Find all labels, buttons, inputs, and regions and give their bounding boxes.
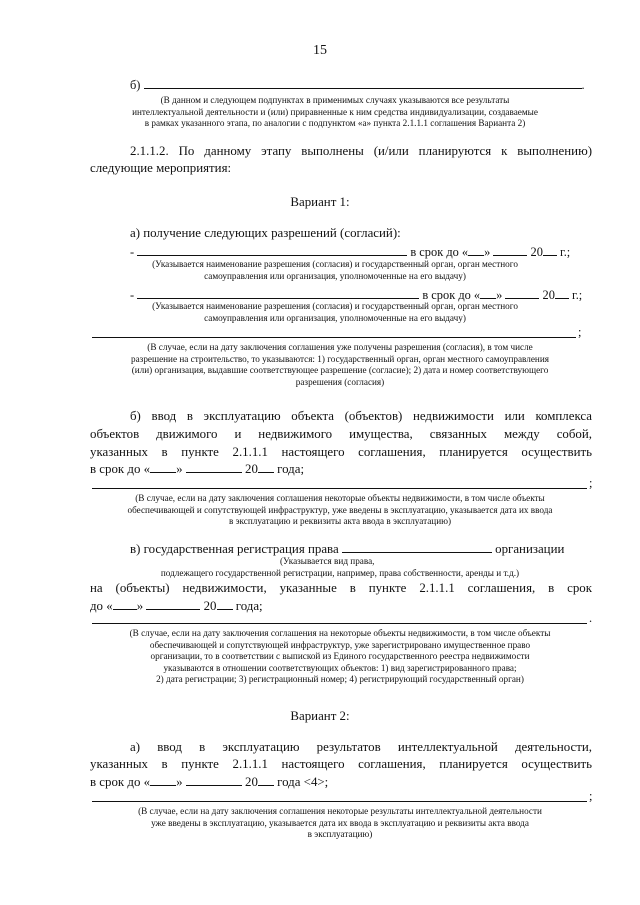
v1b-date-line (90, 461, 304, 476)
v2a-date-line (90, 774, 328, 789)
year-suffix: года; (277, 462, 305, 476)
quote-close: » (136, 599, 144, 613)
year-prefix: 20 (245, 462, 258, 476)
note-line: (Указывается наименование разрешения (согласия) и государственный орган, орган местного (152, 301, 518, 311)
quote-close: » (176, 775, 183, 789)
note-line: в рамках указанного этапа, по аналогии с подпунктом «а» пункта 2.1.1.1 соглашения Варианта 2) (144, 118, 526, 129)
v1b-blank-rule (92, 488, 587, 489)
v1a-semicolon: ; (578, 325, 582, 339)
year-blank (217, 598, 233, 610)
registration-label: в) государственная регистрация права (130, 542, 339, 556)
note-line: указываются в отношении соответствующих объектов: 1) вид зарегистрированного права; (163, 662, 517, 673)
day-blank (150, 461, 176, 473)
note-line: (В случае, если на дату заключения соглашения некоторые результаты интеллектуальной деятельности (138, 806, 542, 816)
year-blank (555, 287, 569, 299)
note-line: самоуправления или организация, уполномоченные на его выдачу) (204, 270, 466, 281)
quote-close: » (496, 288, 503, 302)
year-blank (258, 774, 274, 786)
v2a-blank-rule (92, 801, 587, 802)
para-2-1-1-2-line2: следующие мероприятия: (90, 161, 232, 175)
note-line: разрешения (согласия) (295, 376, 385, 387)
year-suffix: г.; (572, 288, 583, 302)
quote-close: » (484, 245, 491, 259)
item-b-end: . (581, 78, 585, 92)
v1a-line1 (130, 244, 570, 259)
permission-blank-2 (137, 287, 419, 299)
note-line: самоуправления или организация, уполномоченные на его выдачу) (204, 312, 466, 323)
day-blank (468, 244, 484, 256)
v2a-semicolon: ; (589, 789, 593, 803)
item-b-blank (144, 77, 582, 89)
v1c-note2 (80, 628, 600, 686)
v2a-line2: указанных в пункте 2.1.1.1 настоящего соглашения, планируется осуществить (90, 757, 592, 771)
note-line: в эксплуатацию и реквизиты акта ввода в эксплуатацию) (228, 516, 452, 527)
note-line: обеспечивающей и сопутствующей инфраструктур, уже зарегистрировано имущественное право (149, 639, 531, 650)
note-line: (Указывается вид права, (280, 556, 375, 566)
v1b-line3: указанных в пункте 2.1.1.1 настоящего соглашения, планируется осуществить (90, 445, 592, 459)
deadline-label: в срок до « (90, 462, 151, 476)
note-line: подлежащего государственной регистрации, например, права собственности, аренды и т.д.) (160, 567, 520, 578)
note-line: разрешение на строительство, то указываются: 1) государственный орган, орган местного самоуправления (131, 353, 549, 364)
note-line: в эксплуатацию) (307, 829, 373, 840)
note-line: (или) организация, выдавшие соответствующее разрешение (согласие); 2) дата и номер соответствующего (131, 365, 549, 376)
month-blank (493, 244, 527, 256)
organization-label: организации (495, 542, 565, 556)
month-blank (146, 598, 200, 610)
month-blank (505, 287, 539, 299)
deadline-label: в срок до « (422, 288, 481, 302)
year-prefix: 20 (203, 599, 217, 613)
year-blank (258, 461, 274, 473)
item-b-line (130, 77, 585, 92)
year-prefix: 20 (245, 775, 258, 789)
page-number: 15 (313, 43, 327, 58)
note-line: интеллектуальной деятельности и (или) приравненные к ним средства индивидуализации, создаваемые (132, 106, 538, 117)
v1a-note2 (80, 301, 590, 324)
variant-2-heading: Вариант 2: (290, 709, 350, 723)
year-suffix: года <4>; (277, 775, 329, 789)
right-type-blank (342, 541, 492, 553)
dash: - (130, 288, 135, 302)
item-b-label: б) (130, 78, 141, 92)
v1c-note (90, 556, 590, 579)
v1b-line2: объектов движимого и недвижимого имущества, связанных между собой, (90, 427, 592, 441)
v1b-line1: б) ввод в эксплуатацию объекта (объектов) недвижимости или комплекса (130, 409, 592, 423)
note-line: (В случае, если на дату заключения соглашения на некоторые объекты недвижимости, в том числе объекты (129, 628, 551, 638)
deadline-label: в срок до « (410, 245, 469, 259)
deadline-label: в срок до « (90, 775, 151, 789)
dash: - (130, 245, 135, 259)
month-blank (186, 774, 242, 786)
note-line: (В случае, если на дату заключения соглашения уже получены разрешения (согласия), в том числе (147, 342, 533, 352)
day-blank (480, 287, 496, 299)
v1c-blank-rule (92, 623, 587, 624)
v1a-note1 (80, 259, 590, 282)
para-2-1-1-2-line1: 2.1.1.2. По данному этапу выполнены (и/или планируются к выполнению) (130, 144, 592, 158)
v1a-blank-rule (92, 337, 576, 338)
year-blank (543, 244, 557, 256)
v1c-line2: на (объекты) недвижимости, указанные в пункте 2.1.1.1 соглашения, в срок (90, 581, 592, 595)
day-blank (113, 598, 137, 610)
year-prefix: 20 (530, 245, 543, 259)
note-line: уже введены в эксплуатацию, указывается дата их ввода в эксплуатацию и реквизиты акта ввода (151, 817, 529, 828)
v1c-date-line (90, 598, 263, 613)
v1a-note3 (80, 342, 600, 388)
note-line: (В случае, если на дату заключения соглашения некоторые объекты недвижимости, в том числе объекты (135, 493, 545, 503)
day-blank (150, 774, 176, 786)
quote-close: » (176, 462, 183, 476)
v1b-semicolon: ; (589, 476, 593, 490)
note-line: обеспечивающей и сопутствующей инфраструктур, уже введены в эксплуатацию, указывается дата их ввода (127, 504, 553, 515)
v1b-note (80, 493, 600, 528)
year-suffix: г.; (560, 245, 571, 259)
variant-1-heading: Вариант 1: (290, 195, 350, 209)
note-line: 2) дата регистрации; 3) регистрационный номер; 4) регистрирующий государственный орган) (156, 674, 524, 685)
month-blank (186, 461, 242, 473)
v1c-line1 (130, 541, 564, 556)
note-results (80, 95, 590, 130)
note-line: (В данном и следующем подпунктах в применимых случаях указываются все результаты (160, 95, 510, 105)
v2a-note (80, 806, 600, 841)
note-line: организации, то в соответствии с выпиской из Единого государственного реестра недвижимости (150, 651, 530, 662)
v1a-heading: а) получение следующих разрешений (согласий): (130, 226, 401, 240)
year-prefix: 20 (542, 288, 555, 302)
v1a-line2 (130, 287, 582, 302)
year-suffix: года; (235, 599, 263, 613)
v2a-line1: а) ввод в эксплуатацию результатов интеллектуальной деятельности, (130, 740, 592, 754)
note-line: (Указывается наименование разрешения (согласия) и государственный орган, орган местного (152, 259, 518, 269)
v1c-dot: . (589, 611, 593, 625)
permission-blank-1 (137, 244, 407, 256)
deadline-label: до « (90, 599, 113, 613)
